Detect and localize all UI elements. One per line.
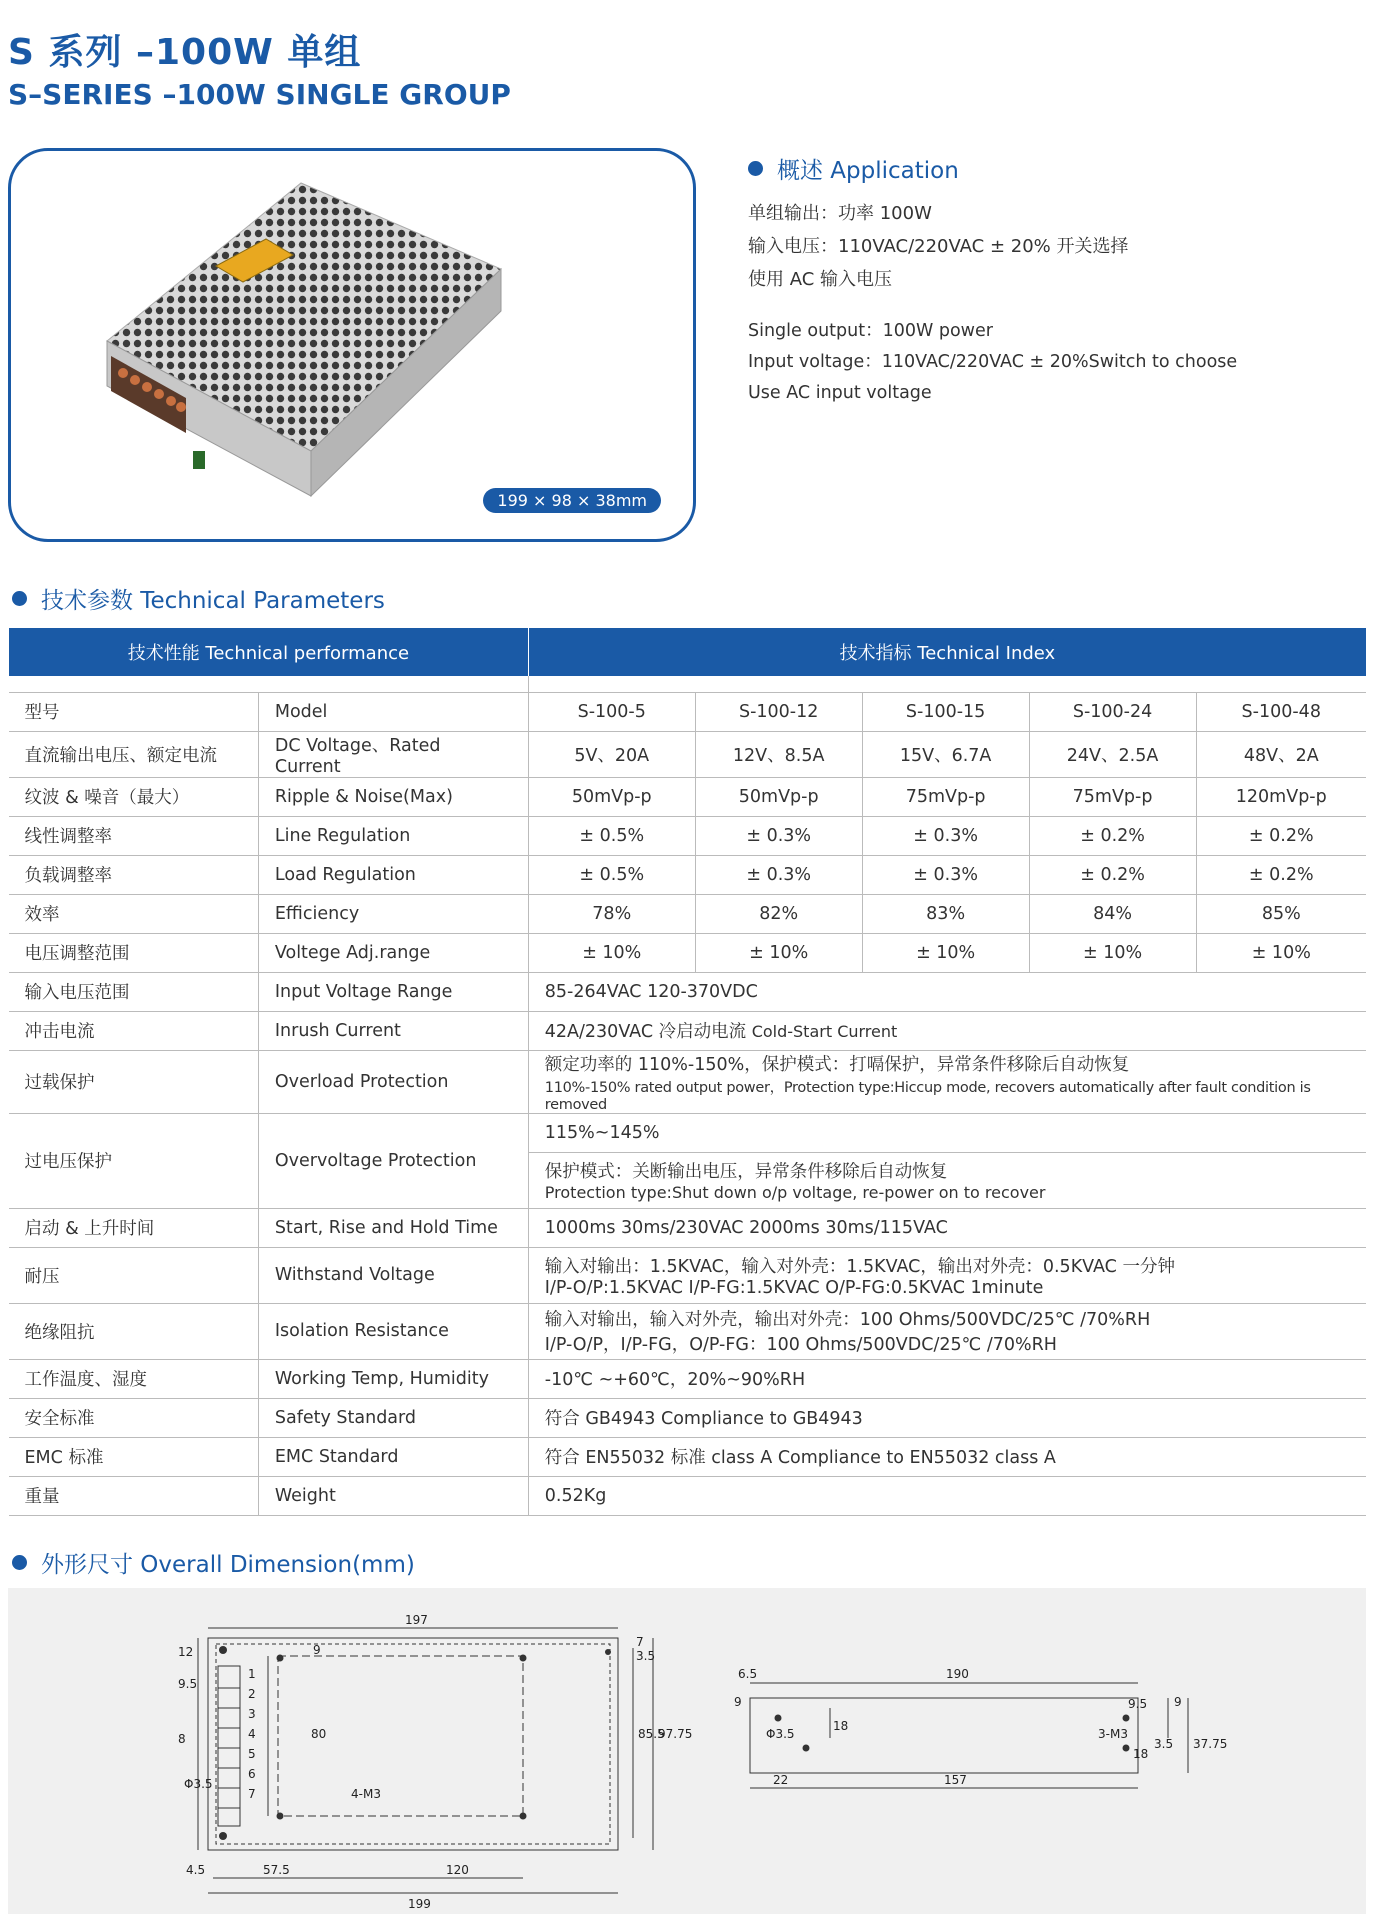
dim-label: 97.75: [658, 1727, 693, 1741]
param-en: Model: [258, 692, 528, 731]
dim-label: 8: [178, 1732, 186, 1746]
value-cell: [528, 1247, 1366, 1303]
value-cell: ± 10%: [528, 933, 695, 972]
application-line: 单组输出：功率 100W: [748, 203, 932, 224]
param-cn: 耐压: [9, 1247, 259, 1303]
terminal-label: 3: [248, 1707, 256, 1721]
param-cn: 纹波 & 噪音（最大）: [9, 777, 259, 816]
header-performance: 技术性能 Technical performance: [9, 628, 529, 676]
value-cell: 75mVp-p: [1029, 777, 1196, 816]
application-heading-text: 概述 Application: [777, 158, 959, 184]
dim-label: 37.75: [1193, 1737, 1228, 1751]
param-en: Line Regulation: [258, 816, 528, 855]
dim-label: Φ3.5: [184, 1777, 213, 1791]
table-row: [9, 1011, 1367, 1050]
value-cell: 24V、2.5A: [1029, 731, 1196, 777]
param-cn: 重量: [9, 1476, 259, 1515]
table-row: [9, 1247, 1367, 1303]
value-cell: 120mVp-p: [1196, 777, 1366, 816]
param-cn: 输入电压范围: [9, 972, 259, 1011]
table-row: [9, 1476, 1367, 1515]
dim-label: 4.5: [186, 1863, 206, 1877]
value-cell: [528, 1011, 1366, 1050]
dimension-heading: [12, 1546, 415, 1579]
param-cn: 负载调整率: [9, 855, 259, 894]
value-sub: Cold-Start Current: [751, 1022, 898, 1041]
value-cell: ± 0.3%: [695, 855, 862, 894]
param-en: Weight: [258, 1476, 528, 1515]
model-cell: S-100-5: [528, 692, 695, 731]
technical-heading-text: 技术参数 Technical Parameters: [41, 588, 385, 614]
dim-label: 18: [1133, 1747, 1149, 1761]
dim-label: 190: [946, 1667, 969, 1681]
value-cell: 75mVp-p: [862, 777, 1029, 816]
application-line: 输入电压：110VAC/220VAC ± 20% 开关选择: [748, 236, 1129, 257]
dim-label: 80: [311, 1727, 327, 1741]
value-cell: 48V、2A: [1196, 731, 1366, 777]
table-row: [9, 731, 1367, 777]
spec-table: [8, 628, 1366, 1516]
dim-label: 157: [944, 1773, 967, 1787]
value-cell: 85-264VAC 120-370VDC: [528, 972, 1366, 1011]
dimension-heading-text: 外形尺寸 Overall Dimension(mm): [41, 1552, 415, 1578]
table-row: [9, 972, 1367, 1011]
dim-label: 9: [734, 1695, 742, 1709]
terminal-label: 6: [248, 1767, 256, 1781]
spacer-row: [9, 676, 1367, 692]
table-row: [9, 1303, 1367, 1359]
param-en: Overload Protection: [258, 1050, 528, 1113]
value-cell: 15V、6.7A: [862, 731, 1029, 777]
value-cell: 84%: [1029, 894, 1196, 933]
table-row: [9, 933, 1367, 972]
dim-label: 3.5: [1154, 1737, 1174, 1751]
value-line: 输入对输出：1.5KVAC，输入对外壳：1.5KVAC，输出对外壳：0.5KVAC 一分钟: [544, 1256, 1175, 1277]
dim-label: 18: [833, 1719, 849, 1733]
param-en: Load Regulation: [258, 855, 528, 894]
param-cn: EMC 标准: [9, 1437, 259, 1476]
side-view-outline: [750, 1698, 1138, 1773]
model-cell: S-100-24: [1029, 692, 1196, 731]
value-cell: ± 0.5%: [528, 816, 695, 855]
model-cell: S-100-48: [1196, 692, 1366, 731]
dim-label: 9.5: [178, 1677, 198, 1691]
dim-label: 7: [636, 1635, 644, 1649]
value-cell: ± 10%: [862, 933, 1029, 972]
value-line: Protection type:Shut down o/p voltage, re-power on to recover: [544, 1183, 1046, 1202]
param-en: Overvoltage Protection: [258, 1113, 528, 1208]
param-cn: 过电压保护: [9, 1113, 259, 1208]
bullet-icon: [12, 1555, 27, 1570]
param-cn: 绝缘阻抗: [9, 1303, 259, 1359]
param-en: EMC Standard: [258, 1437, 528, 1476]
table-row: [9, 1359, 1367, 1398]
table-row: [9, 1208, 1367, 1247]
front-view-outline: [208, 1638, 618, 1850]
product-photo-frame: [8, 148, 696, 542]
dim-label: 197: [405, 1613, 428, 1627]
value-cell: 0.52Kg: [528, 1476, 1366, 1515]
param-en: Inrush Current: [258, 1011, 528, 1050]
value-cell: 50mVp-p: [695, 777, 862, 816]
param-cn: 直流输出电压、额定电流: [9, 731, 259, 777]
dim-label: 4-M3: [351, 1787, 381, 1801]
table-row: [9, 1050, 1367, 1113]
param-en: Ripple & Noise(Max): [258, 777, 528, 816]
product-image: [11, 151, 696, 542]
dimension-drawing: [8, 1588, 1366, 1914]
table-row: [9, 894, 1367, 933]
param-cn: 工作温度、湿度: [9, 1359, 259, 1398]
value-cell: ± 0.2%: [1029, 855, 1196, 894]
value-cell: ± 10%: [1196, 933, 1366, 972]
value-cell: ± 10%: [1029, 933, 1196, 972]
param-en: Start, Rise and Hold Time: [258, 1208, 528, 1247]
value-main: 42A/230VAC 冷启动电流: [544, 1022, 752, 1042]
param-cn: 型号: [9, 692, 259, 731]
value-cell: ± 10%: [695, 933, 862, 972]
value-cell: 12V、8.5A: [695, 731, 862, 777]
value-cell: [528, 1152, 1366, 1208]
application-line: 使用 AC 输入电压: [748, 269, 893, 290]
terminal-label: 5: [248, 1747, 256, 1761]
dim-label: 3.5: [636, 1649, 656, 1663]
param-en: Efficiency: [258, 894, 528, 933]
terminal-label: 7: [248, 1787, 256, 1801]
param-cn: 电压调整范围: [9, 933, 259, 972]
table-row: [9, 855, 1367, 894]
dim-label: 120: [446, 1863, 469, 1877]
dimensions-badge: 199 × 98 × 38mm: [483, 488, 661, 513]
param-cn: 线性调整率: [9, 816, 259, 855]
param-en: Working Temp, Humidity: [258, 1359, 528, 1398]
dim-label: 199: [408, 1897, 431, 1911]
dim-label: 9: [1174, 1695, 1182, 1709]
dim-label: 85.5: [638, 1727, 665, 1741]
dim-label: 9: [313, 1643, 321, 1657]
value-cell: 1000ms 30ms/230VAC 2000ms 30ms/115VAC: [528, 1208, 1366, 1247]
value-line: 保护模式：关断输出电压，异常条件移除后自动恢复: [544, 1162, 948, 1182]
value-cell: ± 0.2%: [1196, 855, 1366, 894]
value-cell: 115%~145%: [528, 1113, 1366, 1152]
terminal-label: 1: [248, 1667, 256, 1681]
param-en: DC Voltage、Rated Current: [258, 731, 528, 777]
terminal-label: 2: [248, 1687, 256, 1701]
table-row: [9, 1437, 1367, 1476]
application-heading: [748, 152, 1348, 185]
header-index: 技术指标 Technical Index: [528, 628, 1366, 676]
param-en: Isolation Resistance: [258, 1303, 528, 1359]
param-en: Voltege Adj.range: [258, 933, 528, 972]
table-row: [9, 777, 1367, 816]
application-line: Single output：100W power: [748, 321, 993, 341]
application-cn-list: [748, 197, 1348, 296]
dim-label: 12: [178, 1645, 194, 1659]
value-cell: 83%: [862, 894, 1029, 933]
bullet-icon: [748, 161, 763, 176]
value-cell: ± 0.2%: [1196, 816, 1366, 855]
terminal-label: 4: [248, 1727, 256, 1741]
param-cn: 效率: [9, 894, 259, 933]
value-line: 110%-150% rated output power，Protection type:Hiccup mode, recovers automatically after fault condition is removed: [544, 1079, 1311, 1113]
dim-label: 6.5: [738, 1667, 758, 1681]
application-line: Input voltage：110VAC/220VAC ± 20%Switch to choose: [748, 352, 1238, 372]
table-row: [9, 816, 1367, 855]
page-title-cn: S 系列 –100W 单组: [8, 32, 362, 73]
model-cell: S-100-15: [862, 692, 1029, 731]
value-cell: ± 0.3%: [695, 816, 862, 855]
technical-heading: [12, 582, 385, 615]
param-en: Safety Standard: [258, 1398, 528, 1437]
param-cn: 启动 & 上升时间: [9, 1208, 259, 1247]
application-en-list: [748, 316, 1348, 409]
value-cell: -10℃ ~+60℃，20%~90%RH: [528, 1359, 1366, 1398]
value-cell: 5V、20A: [528, 731, 695, 777]
application-section: [748, 152, 1348, 409]
table-row-model: [9, 692, 1367, 731]
value-line: 额定功率的 110%-150%，保护模式：打嗝保护，异常条件移除后自动恢复: [544, 1054, 1130, 1075]
value-line: I/P-O/P:1.5KVAC I/P-FG:1.5KVAC O/P-FG:0.5KVAC 1minute: [544, 1277, 1044, 1298]
model-cell: S-100-12: [695, 692, 862, 731]
value-cell: [528, 1303, 1366, 1359]
value-cell: ± 0.3%: [862, 855, 1029, 894]
value-line: I/P-O/P，I/P-FG，O/P-FG：100 Ohms/500VDC/25℃ /70%RH: [544, 1335, 1057, 1355]
value-cell: 符合 EN55032 标准 class A Compliance to EN55032 class A: [528, 1437, 1366, 1476]
value-cell: ± 0.2%: [1029, 816, 1196, 855]
dim-label: 3-M3: [1098, 1727, 1128, 1741]
value-cell: 50mVp-p: [528, 777, 695, 816]
dim-label: 22: [773, 1773, 789, 1787]
param-cn: 过载保护: [9, 1050, 259, 1113]
table-row-overvoltage-a: [9, 1113, 1367, 1152]
dim-label: 57.5: [263, 1863, 290, 1877]
value-cell: 82%: [695, 894, 862, 933]
param-cn: 冲击电流: [9, 1011, 259, 1050]
page-title-en: S–SERIES –100W SINGLE GROUP: [8, 78, 511, 111]
table-row: [9, 1398, 1367, 1437]
application-line: Use AC input voltage: [748, 383, 932, 403]
value-cell: 85%: [1196, 894, 1366, 933]
dim-label: 9.5: [1128, 1697, 1148, 1711]
param-en: Input Voltage Range: [258, 972, 528, 1011]
dim-label: Φ3.5: [766, 1727, 795, 1741]
param-en: Withstand Voltage: [258, 1247, 528, 1303]
bullet-icon: [12, 591, 27, 606]
value-cell: ± 0.3%: [862, 816, 1029, 855]
value-line: 输入对输出，输入对外壳，输出对外壳：100 Ohms/500VDC/25℃ /70%RH: [544, 1310, 1151, 1330]
value-cell: 78%: [528, 894, 695, 933]
spec-header-row: [9, 628, 1367, 676]
param-cn: 安全标准: [9, 1398, 259, 1437]
value-cell: ± 0.5%: [528, 855, 695, 894]
value-cell: [528, 1050, 1366, 1113]
value-cell: 符合 GB4943 Compliance to GB4943: [528, 1398, 1366, 1437]
